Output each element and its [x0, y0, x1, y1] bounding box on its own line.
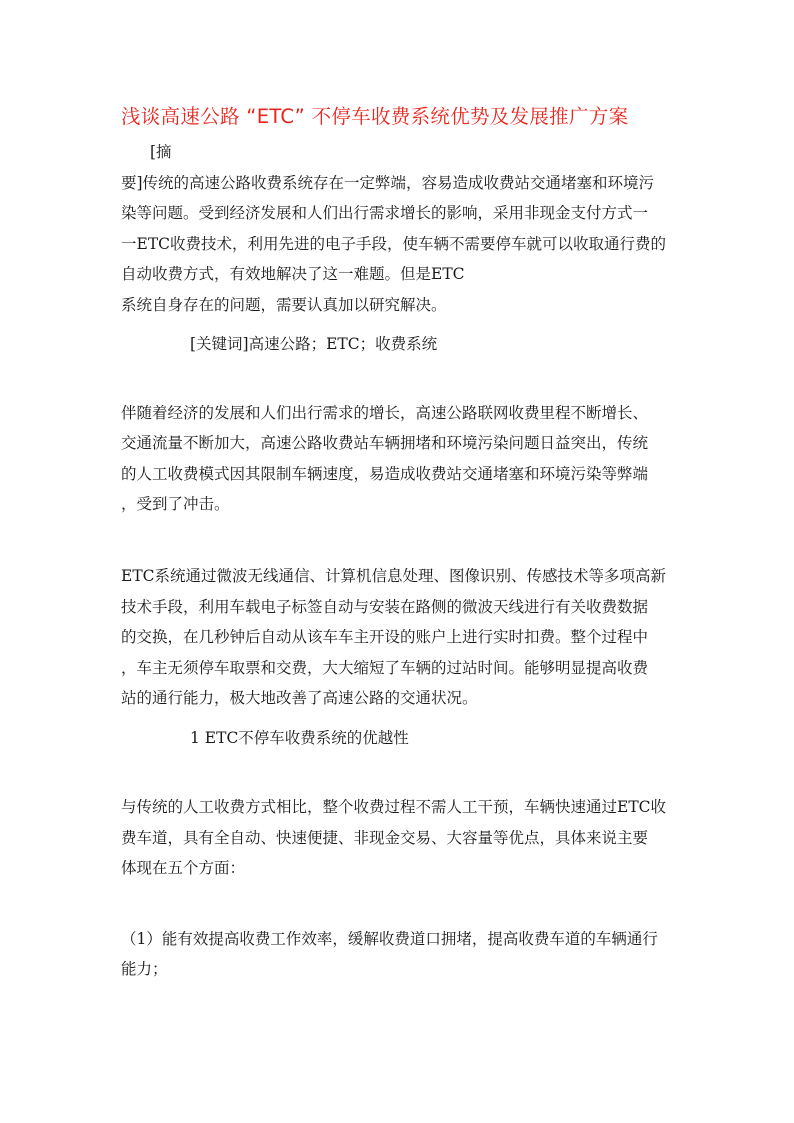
paragraph-line: （1）能有效提高收费工作效率，缓解收费道口拥堵，提高收费车道的车辆通行: [121, 930, 658, 948]
abstract-line: 系统自身存在的问题，需要认真加以研究解决。: [121, 296, 447, 314]
paragraph-line: 能力；: [121, 960, 168, 978]
abstract-line: 染等问题。受到经济发展和人们出行需求增长的影响，采用非现金支付方式一: [121, 204, 649, 222]
paragraph-line: 的人工收费模式因其限制车辆速度，易造成收费站交通堵塞和环境污染等弊端: [121, 465, 649, 483]
paragraph-line: 与传统的人工收费方式相比，整个收费过程不需人工干预，车辆快速通过ETC收: [121, 798, 667, 816]
paragraph-line: ETC系统通过微波无线通信、计算机信息处理、图像识别、传感技术等多项高新: [121, 567, 667, 585]
document-title: 浅谈高速公路 “ETC” 不停车收费系统优势及发展推广方案: [121, 105, 629, 128]
paragraph-line: ，受到了冲击。: [121, 495, 230, 513]
paragraph-line: 体现在五个方面：: [121, 859, 246, 877]
paragraph-line: ，车主无须停车取票和交费，大大缩短了车辆的过站时间。能够明显提高收费: [121, 659, 649, 677]
keywords-line: [关键词]高速公路；ETC；收费系统: [190, 335, 438, 353]
abstract-line: [摘: [150, 143, 172, 161]
paragraph-line: 伴随着经济的发展和人们出行需求的增长，高速公路联网收费里程不断增长、: [121, 404, 649, 422]
paragraph-line: 的交换，在几秒钟后自动从该车车主开设的账户上进行实时扣费。整个过程中: [121, 628, 649, 646]
abstract-line: 要]传统的高速公路收费系统存在一定弊端，容易造成收费站交通堵塞和环境污: [121, 174, 655, 192]
paragraph-line: 费车道，具有全自动、快速便捷、非现金交易、大容量等优点，具体来说主要: [121, 829, 649, 847]
paragraph-line: 技术手段，利用车载电子标签自动与安装在路侧的微波天线进行有关收费数据: [121, 598, 649, 616]
paragraph-line: 交通流量不断加大，高速公路收费站车辆拥堵和环境污染问题日益突出，传统: [121, 434, 649, 452]
abstract-line: 一ETC收费技术，利用先进的电子手段，使车辆不需要停车就可以收取通行费的: [121, 235, 667, 253]
abstract-line: 自动收费方式，有效地解决了这一难题。但是ETC: [121, 265, 465, 283]
section-heading: 1 ETC不停车收费系统的优越性: [190, 729, 409, 747]
paragraph-line: 站的通行能力，极大地改善了高速公路的交通状况。: [121, 689, 478, 707]
